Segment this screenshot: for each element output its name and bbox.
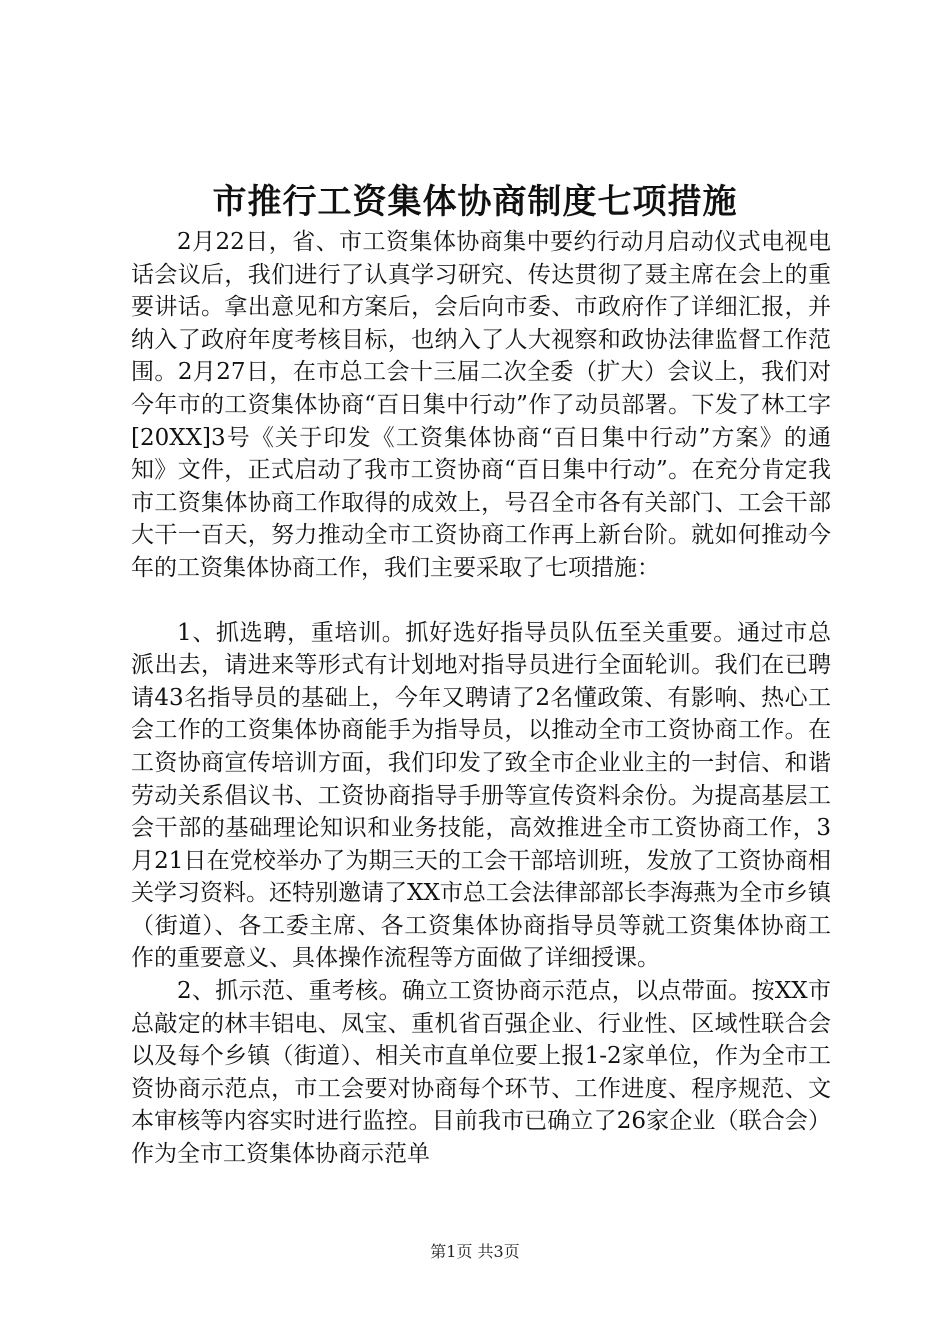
document-title: 市推行工资集体协商制度七项措施	[212, 182, 738, 222]
paragraph-measure-1: 1、抓选聘，重培训。抓好选好指导员队伍至关重要。通过市总派出去，请进来等形式有计划地对指导员进行全面轮训。我们在已聘请43名指导员的基础上，今年又聘请了2名懂政策、有影响、热心工会工作的工资集体协商能手为指导员，以推动全市工资协商工作。在工资协商宣传培训方面，我们印发了致全市企业业主的一封信、和谐劳动关系倡议书、工资协商指导手册等宣传资料余份。为提高基层工会干部的基础理论知识和业务技能，高效推进全市工资协商工作，3月21日在党校举办了为期三天的工会干部培训班，发放了工资协商相关学习资料。还特别邀请了XX市总工会法律部部长李海燕为全市乡镇（街道）、各工委主席、各工资集体协商指导员等就工资集体协商工作的重要意义、具体操作流程等方面做了详细授课。	[131, 619, 831, 972]
paragraph-intro: 2月22日，省、市工资集体协商集中要约行动月启动仪式电视电话会议后，我们进行了认真学习研究、传达贯彻了聂主席在会上的重要讲话。拿出意见和方案后，会后向市委、市政府作了详细汇报，并纳入了政府年度考核目标，也纳入了人大视察和政协法律监督工作范围。2月27日，在市总工会十三届二次全委（扩大）会议上，我们对今年市的工资集体协商“百日集中行动”作了动员部署。下发了林工字[20XX]3号《关于印发《工资集体协商“百日集中行动”方案》的通知》文件，正式启动了我市工资协商“百日集中行动”。在充分肯定我市工资集体协商工作取得的成效上，号召全市各有关部门、工会干部大干一百天，努力推动全市工资协商工作再上新台阶。就如何推动今年的工资集体协商工作，我们主要采取了七项措施：	[131, 229, 831, 581]
document-body	[131, 226, 831, 1171]
page-footer: 第1页 共3页	[430, 1242, 520, 1261]
paragraph-measure-2: 2、抓示范、重考核。确立工资协商示范点，以点带面。按XX市总敲定的林丰铝电、凤宝、重机省百强企业、行业性、区域性联合会以及每个乡镇（街道）、相关市直单位要上报1-2家单位，作为全市工资协商示范点，市工会要对协商每个环节、工作进度、程序规范、文本审核等内容实时进行监控。目前我市已确立了26家企业（联合会）作为全市工资集体协商示范单	[131, 978, 831, 1168]
